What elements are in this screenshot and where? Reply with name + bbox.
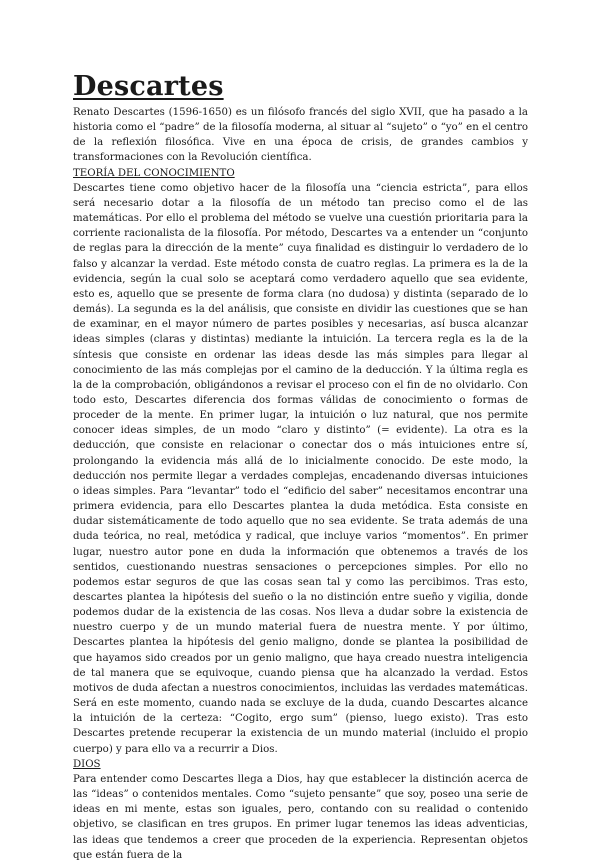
intro-paragraph: Renato Descartes (1596-1650) es un filósofo francés del siglo XVII, que ha pasado a la historia como el “padre” de la filosofía moderna, al situar al “sujeto” o “yo” en el centro de la reflexión filosófica. Vive en una época de crisis, de grandes cambios y transformaciones con la Revolución científica. <box>73 107 528 164</box>
section-body-teoria: Descartes tiene como objetivo hacer de la filosofía una “ciencia estricta”, para ellos será necesario dotar a la filosofía de un método tan preciso como el de las matemáticas. Por ello el problema del método se vuelve una cuestión prioritaria para la corriente racionalista de la filosofía. Por método, Descartes va a entender un “conjunto de reglas para la dirección de la mente” cuya finalidad es distinguir lo verdadero de lo falso y alcanzar la verdad. Este método consta de cuatro reglas. La primera es la de la evidencia, según la cual solo se aceptará como verdadero aquello que sea evidente, esto es, aquello que se presente de forma clara (no dudosa) y distinta (separado de lo demás). La segunda es la del análisis, que consiste en dividir las cuestiones que se han de examinar, en el mayor número de partes posibles y necesarias, así busca alcanzar ideas simples (claras y distintas) mediante la intuición. La tercera regla es la de la síntesis que consiste en ordenar las ideas desde las más simples para llegar al conocimiento de las más complejas por el camino de la deducción. Y la última regla es la de la comprobación, obligándonos a revisar el proceso con el fin de no olvidarlo. Con todo esto, Descartes diferencia dos formas válidas de conocimiento o formas de proceder de la mente. En primer lugar, la intuición o luz natural, que nos permite conocer ideas simples, de un modo “claro y distinto” (= evidente). La otra es la deducción, que consiste en relacionar o conectar dos o más intuiciones entre sí, prolongando la evidencia más allá de lo inicialmente conocido. De este modo, la deducción nos permite llegar a verdades complejas, encadenando diversas intuiciones o ideas simples. Para “levantar” todo el “edificio del saber” necesitamos encontrar una primera evidencia, para ello Descartes plantea la duda metódica. Esta consiste en dudar sistemáticamente de todo aquello que no sea evidente. Se trata además de una duda teórica, no real, metódica y radical, que incluye varios “momentos”. En primer lugar, nuestro autor pone en duda la información que obtenemos a través de los sentidos, cuestionando nuestras sensaciones o percepciones simples. Por ello no podemos estar seguros de que las cosas sean tal y como las percibimos. Tras esto, descartes plantea la hipótesis del sueño o la no distinción entre sueño y vigilia, donde podemos dudar de la existencia de las cosas. Nos lleva a dudar sobre la existencia de nuestro cuerpo y de un mundo material fuera de nuestra mente. Y por último, Descartes plantea la hipótesis del genio maligno, donde se plantea la posibilidad de que hayamos sido creados por un genio maligno, que haya creado nuestra inteligencia de tal manera que se equivoque, cuando piensa que ha alcanzado la verdad. Estos motivos de duda afectan a nuestros conocimientos, incluidas las verdades matemáticas. Será en este momento, cuando nada se excluye de la duda, cuando Descartes alcance la intuición de la certeza: “Cogito, ergo sum” (pienso, luego existo). Tras esto Descartes pretende recuperar la existencia de un mundo material (incluido el propio cuerpo) y para ello va a recurrir a Dios. <box>73 182 528 755</box>
page-title: Descartes <box>73 71 224 102</box>
section-body-dios: Para entender como Descartes llega a Dios, hay que establecer la distinción acerca de las “ideas” o contenidos mentales. Como “sujeto pensante” que soy, poseo una serie de ideas en mi mente, estas son iguales, pero, contando con su realidad o contenido objetivo, se clasifican en tres grupos. En primer lugar tenemos las ideas adventicias, las ideas que tendemos a creer que proceden de la experiencia. Representan objetos que están fuera de la <box>73 773 528 861</box>
section-heading-teoria: TEORÍA DEL CONOCIMIENTO <box>73 167 235 179</box>
section-heading-dios: DIOS <box>73 758 101 770</box>
